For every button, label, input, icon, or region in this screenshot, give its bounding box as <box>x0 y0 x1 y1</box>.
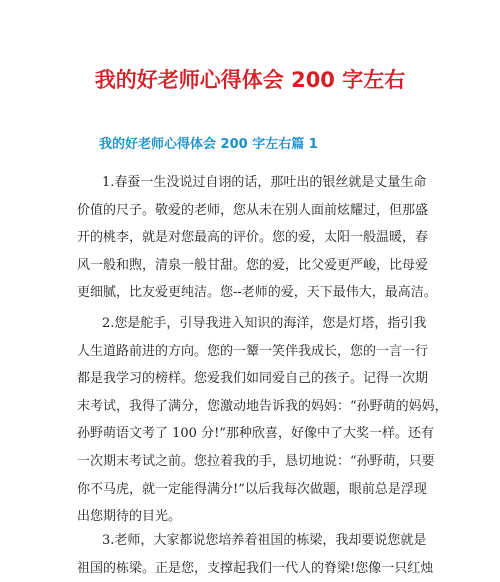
paragraph-line: 1.春蚕一生没说过自诩的话，那吐出的银丝就是丈量生命 <box>102 175 427 190</box>
paragraph-line: 出您期待的目光。 <box>77 509 182 525</box>
paragraph-line: 你不马虎，就一定能得满分!”以后我每次做题，眼前总是浮现 <box>77 481 427 497</box>
paragraph-line: 价值的尺子。敬爱的老师，您从未在别人面前炫耀过，但那盛 <box>77 202 429 218</box>
paragraph-line: 祖国的栋梁。正是您，支撑起我们一代人的脊梁!您像一只红烛 <box>77 560 434 576</box>
paragraph-line: 孙野萌语文考了 100 分!”那种欣喜，好像中了大奖一样。还有 <box>77 426 434 442</box>
paragraph-line: 更细腻，比友爱更纯洁。您--老师的爱，天下最伟大，最高洁。 <box>77 285 437 301</box>
paragraph-line: 一次期末考试之前。您拉着我的手，恳切地说：“孙野萌，只要 <box>77 453 435 469</box>
paragraph-line: 都是我学习的榜样。您爱我们如同爱自己的孩子。记得一次期 <box>77 371 429 387</box>
section-heading: 我的好老师心得体会 200 字左右篇 1 <box>99 137 318 152</box>
paragraph-2 <box>77 310 448 531</box>
paragraph-1 <box>77 169 437 307</box>
paragraph-line: 开的桃李，就是对您最高的评价。您的爱，太阳一般温暖，春 <box>77 230 429 246</box>
paragraph-line: 3.老师，大家都说您培养着祖国的栋梁，我却要说您就是 <box>102 533 427 548</box>
paragraph-3 <box>77 527 434 582</box>
paragraph-line: 末考试，我得了满分，您激动地告诉我的妈妈：“孙野萌的妈妈， <box>77 398 448 414</box>
paragraph-line: 风一般和煦，清泉一般甘甜。您的爱，比父爱更严峻，比母爱 <box>77 257 429 273</box>
paragraph-line: 人生道路前进的方向。您的一颦一笑伴我成长，您的一言一行 <box>77 343 429 359</box>
document-title: 我的好老师心得体会 200 字左右 <box>94 68 406 92</box>
paragraph-line: 2.您是舵手，引导我进入知识的海洋，您是灯塔，指引我 <box>102 316 427 331</box>
